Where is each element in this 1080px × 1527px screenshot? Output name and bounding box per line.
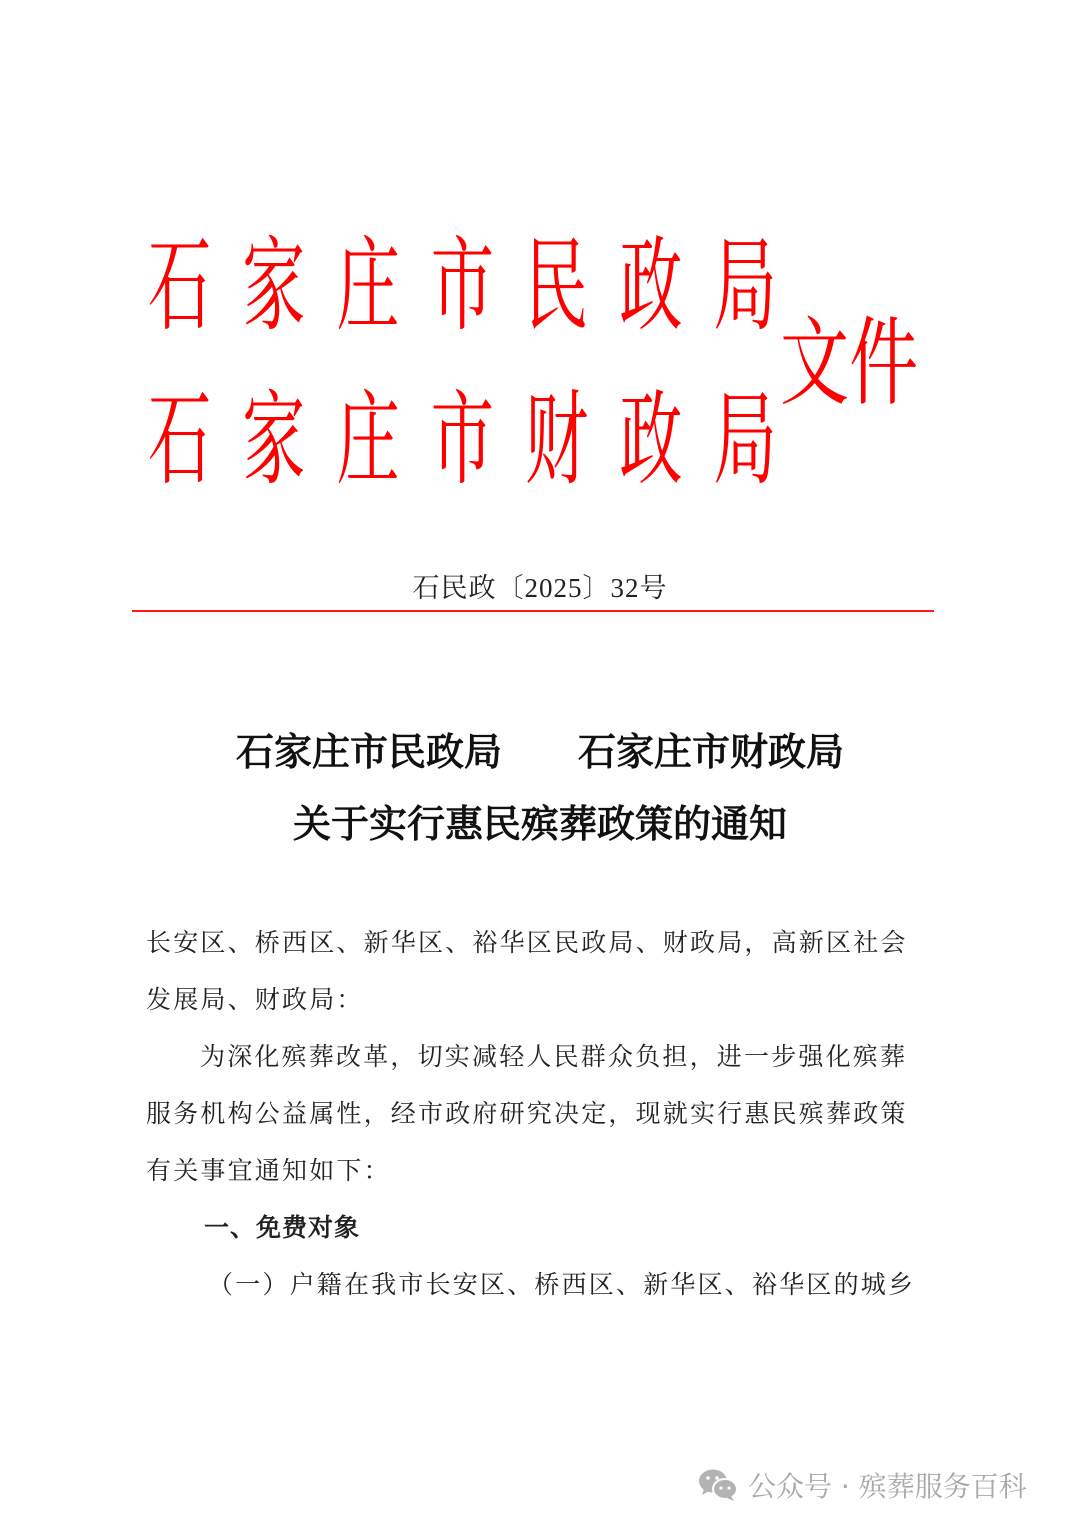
letterhead-line-finance: 石家庄市财政局 xyxy=(148,381,808,500)
section-item: （一）户籍在我市长安区、桥西区、新华区、裕华区的城乡 xyxy=(208,1270,916,1299)
title-subject: 关于实行惠民殡葬政策的通知 xyxy=(292,801,787,846)
letterhead-line-civil-affairs: 石家庄市民政局 xyxy=(148,227,808,346)
red-divider xyxy=(132,610,934,612)
document-number: 石民政〔2025〕32号 xyxy=(412,573,668,603)
section-heading: 一、免费对象 xyxy=(204,1213,361,1242)
paragraph-line: 有关事宜通知如下： xyxy=(146,1156,391,1185)
watermark xyxy=(698,1465,1027,1505)
paragraph-line: 服务机构公益属性，经市政府研究决定，现就实行惠民殡葬政策 xyxy=(146,1099,908,1128)
title-issuers: 石家庄市民政局 石家庄市财政局 xyxy=(235,729,844,774)
paragraph-line: 为深化殡葬改革，切实减轻人民群众负担，进一步强化殡葬 xyxy=(200,1042,908,1071)
addressee-line: 发展局、财政局： xyxy=(146,985,364,1014)
watermark-text: 公众号 · 殡葬服务百科 xyxy=(748,1470,1027,1503)
document-body xyxy=(146,914,946,1313)
wechat-icon xyxy=(698,1468,738,1502)
addressee-line: 长安区、桥西区、新华区、裕华区民政局、财政局，高新区社会 xyxy=(146,928,908,957)
letterhead-document-suffix: 文件 xyxy=(780,307,919,419)
